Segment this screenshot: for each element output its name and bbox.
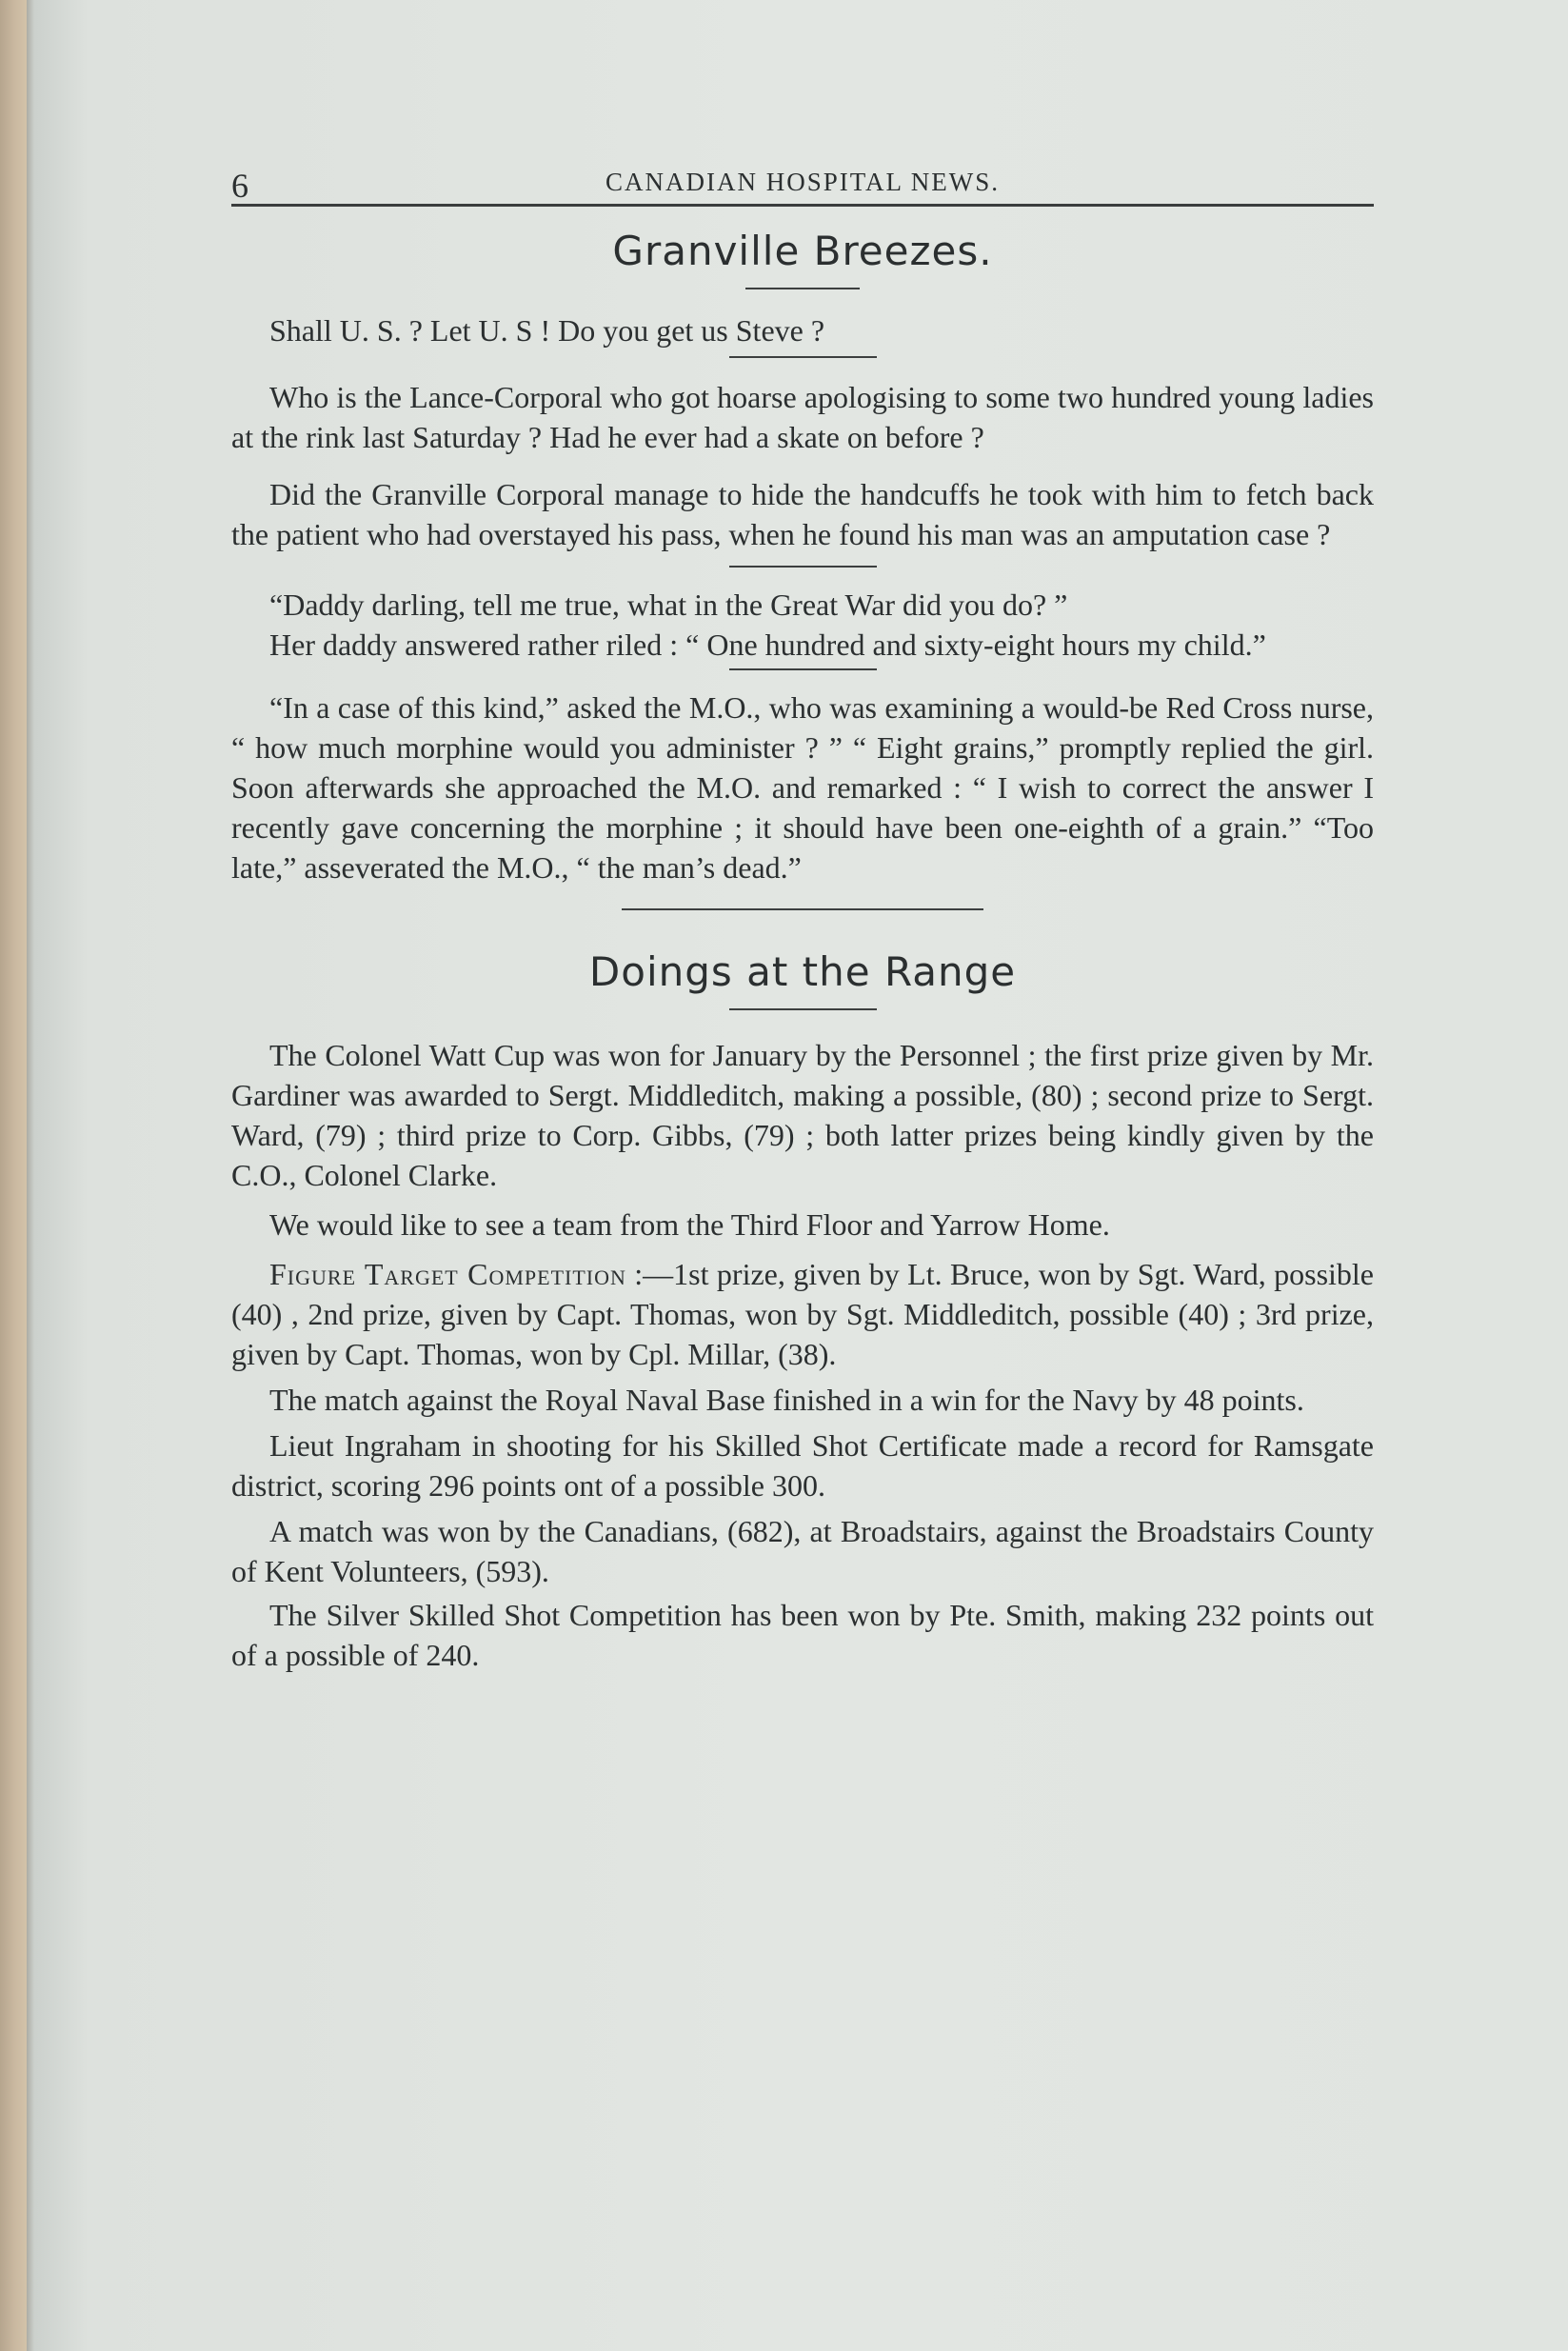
page-number: 6 bbox=[231, 167, 248, 205]
range-paragraph: A match was won by the Canadians, (682), at Broadstairs, against the Broadstairs County of Kent Volunteers, (593). bbox=[231, 1514, 1374, 1588]
granville-item: “Daddy darling, tell me true, what in the Great War did you do? ” bbox=[269, 588, 1068, 622]
figure-target-heading: Figure Target Competition bbox=[269, 1257, 626, 1291]
page-gutter-shadow bbox=[27, 0, 34, 2351]
divider-rule bbox=[729, 566, 877, 568]
running-head: CANADIAN HOSPITAL NEWS. bbox=[605, 168, 1001, 196]
range-paragraph: Lieut Ingraham in shooting for his Skilled Shot Certificate made a record for Ramsgate district, scoring 296 points ont of a possible 300. bbox=[231, 1428, 1374, 1503]
granville-item: Who is the Lance-Corporal who got hoarse apologising to some two hundred young ladies at the rink last Saturday ? Had he ever had a skate on before ? bbox=[231, 380, 1374, 454]
title-rule bbox=[729, 1008, 877, 1010]
page-content bbox=[231, 162, 1374, 1675]
page-header bbox=[231, 162, 1374, 207]
range-paragraph bbox=[231, 1254, 1374, 1374]
range-paragraph: We would like to see a team from the Third Floor and Yarrow Home. bbox=[269, 1207, 1110, 1242]
section-title-range: Doings at the Range bbox=[588, 948, 1017, 995]
granville-item: Her daddy answered rather riled : “ One hundred and sixty-eight hours my child.” bbox=[269, 628, 1266, 662]
divider-rule bbox=[729, 356, 877, 358]
range-paragraph: The match against the Royal Naval Base finished in a win for the Navy by 48 points. bbox=[269, 1383, 1304, 1417]
section-divider-rule bbox=[622, 908, 983, 910]
divider-rule bbox=[729, 668, 877, 670]
granville-item: “In a case of this kind,” asked the M.O., who was examining a would-be Red Cross nurse, “ how much morphine would you administer ? ” “ Eight grains,” promptly replied the girl. Soon afterwards she approached the M.O. and remarked : “ I wish to correct the answer I recently gave concerning the morphine ; it should have been one-eighth of a grain.” “Too late,” asseverated the M.O., “ the man’s dead.” bbox=[231, 690, 1374, 885]
title-rule bbox=[745, 288, 860, 289]
range-paragraph: The Colonel Watt Cup was won for January by the Personnel ; the first prize given by Mr. Gardiner was awarded to Sergt. Middleditch, making a possible, (80) ; second prize to Sergt. Ward, (79) ; third prize to Corp. Gibbs, (79) ; both latter prizes being kindly given by the C.O., Colonel Clarke. bbox=[231, 1038, 1374, 1192]
granville-item: Did the Granville Corporal manage to hide the handcuffs he took with him to fetch back the patient who had overstayed his pass, when he found his man was an amputation case ? bbox=[231, 477, 1374, 551]
granville-item: Shall U. S. ? Let U. S ! Do you get us Steve ? bbox=[269, 313, 825, 348]
section-title-granville: Granville Breezes. bbox=[612, 228, 993, 274]
range-paragraph: The Silver Skilled Shot Competition has been won by Pte. Smith, making 232 points out of a possible of 240. bbox=[231, 1598, 1374, 1672]
figure-target-text: :—1st prize, given by Lt. Bruce, won by Sgt. Ward, possible (40) , 2nd prize, given by Capt. Thomas, won by Sgt. Middleditch, possible (40) ; 3rd prize, given by Capt. Thomas, won by Cpl. Millar, (38). bbox=[231, 1257, 1375, 1371]
